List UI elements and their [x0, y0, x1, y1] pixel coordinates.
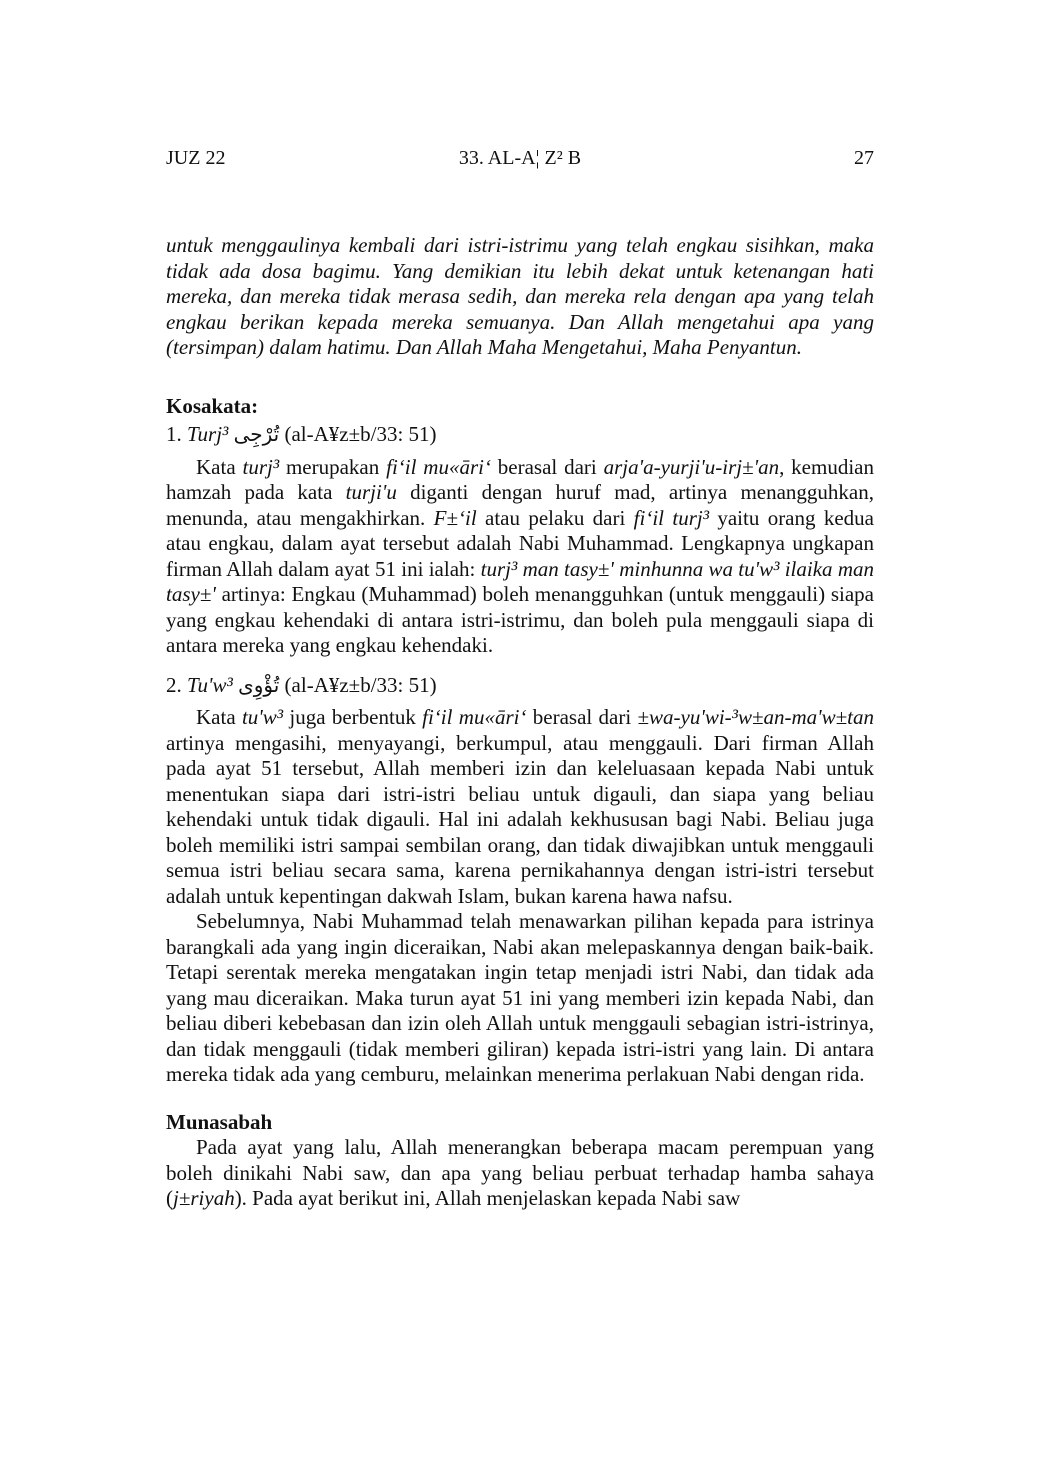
italic-term: fi‘il turj³ [633, 505, 709, 530]
kosakata-heading: Kosakata: [166, 393, 259, 418]
italic-term: j±riyah [173, 1186, 235, 1210]
vocab-explanation-1 [166, 455, 874, 659]
munasabah-heading: Munasabah [166, 1109, 273, 1134]
text-run: Pada ayat yang lalu, Allah menerangkan beberapa macam perempuan yang boleh dinikahi Nabi saw, dan apa yang beliau perbuat terhadap hamba sahaya ( [166, 1135, 874, 1210]
vocab-number: 2. [166, 672, 182, 697]
text-run: Kata [196, 454, 243, 479]
italic-term: turji'u [345, 480, 397, 504]
italic-term: F±‘il [433, 505, 477, 530]
translation-paragraph: untuk menggaulinya kembali dari istri-istrimu yang telah engkau sisihkan, maka tidak ada dosa bagimu. Yang demikian itu lebih dekat untuk ketenangan hati mereka, dan mereka tidak merasa sedih, dan mereka rela dengan apa yang telah engkau berikan kepada mereka semuanya. Dan Allah mengetahui apa yang (tersimpan) dalam hatimu. Dan Allah Maha Mengetahui, Maha Penyantun. [166, 233, 874, 359]
text-run: atau pelaku dari [476, 505, 634, 530]
text-run: diganti dengan huruf mad, artinya menangguhkan, menunda, atau mengakhirkan. [166, 480, 874, 530]
juz-label: JUZ 22 [166, 147, 226, 169]
vocab-entry-heading-1 [166, 422, 874, 448]
text-run: ). Pada ayat berikut ini, Allah menjelaskan kepada Nabi saw [234, 1186, 741, 1210]
vocab-explanation-2b: Sebelumnya, Nabi Muhammad telah menawarkan pilihan kepada para istrinya barangkali ada yang ingin diceraikan, Nabi akan melepaskannya dengan baik-baik. Tetapi serentak mereka mengatakan ingin tetap menjadi istri Nabi, dan tidak ada yang mau diceraikan. Maka turun ayat 51 ini yang memberi izin kepada Nabi, dan beliau diberi kebebasan dan izin oleh Allah untuk menggauli sebagian istri-istrinya, dan tidak menggauli (tidak memberi giliran) kepada istri-istri yang lain. Di antara mereka tidak ada yang cemburu, melainkan menerima perlakuan Nabi dengan rida. [166, 909, 874, 1086]
text-run: artinya: Engkau (Muhammad) boleh menangguhkan (untuk menggauli) siapa yang engkau kehendaki di antara istri-istrimu, dan boleh pula menggauli siapa di antara mereka yang engkau kehendaki. [166, 582, 874, 657]
italic-term: ±wa-yu'wi-³w±an-ma'w±tan [637, 705, 875, 729]
italic-term: turj³ man tasy±' minhunna wa tu'w³ ilaika man tasy±' [166, 556, 874, 606]
verse-reference: (al-A¥z±b/33: 51) [284, 422, 437, 446]
italic-term: turj³ [242, 454, 280, 479]
italic-term: tu'w³ [241, 705, 284, 729]
running-header [166, 145, 874, 175]
arabic-word: تُؤْوِى [238, 672, 280, 697]
text-run: , kemudian hamzah pada kata [166, 454, 874, 504]
text-run: berasal dari [526, 705, 638, 729]
text-run: yaitu orang kedua atau engkau, dalam ayat tersebut adalah Nabi Muhammad. Lengkapnya ungkapan firman Allah dalam ayat 51 ini ialah: [166, 505, 875, 581]
vocab-term: Turj³ [187, 422, 229, 446]
italic-term: fi‘il mu«āri‘ [386, 454, 491, 479]
vocab-number: 1. [166, 422, 182, 446]
text-run: Kata [196, 705, 242, 729]
vocab-term: Tu'w³ [187, 672, 233, 697]
italic-term: arja'a-yurji'u-irj±'an [603, 454, 780, 479]
arabic-word: تُرْجِى [233, 422, 280, 446]
text-run: juga berbentuk [283, 705, 423, 729]
text-run: berasal dari [490, 454, 604, 479]
page-number: 27 [854, 147, 874, 169]
page-body [166, 233, 874, 1212]
verse-reference: (al-A¥z±b/33: 51) [284, 672, 437, 697]
text-run: artinya mengasihi, menyayangi, berkumpul, atau menggauli. Dari firman Allah pada ayat 51 tersebut, Allah memberi izin dan keleluasaan kepada Nabi untuk menentukan siapa dari istri-istri beliau untuk digauli, dan siapa yang beliau kehendaki untuk tidak digauli. Hal ini adalah kekhususan bagi Nabi. Beliau juga boleh memiliki istri sampai sembilan orang, dan tidak diwajibkan untuk menggauli semua istri beliau secara sama, karena pernikahannya dengan istri-istri tersebut adalah untuk kepentingan dakwah Islam, bukan karena hawa nafsu. [166, 730, 874, 908]
munasabah-paragraph [166, 1135, 874, 1212]
italic-term: fi‘il mu«āri‘ [422, 705, 527, 729]
surah-title: 33. AL-A¦ Z² B [458, 147, 582, 169]
vocab-entry-heading-2 [166, 673, 874, 699]
text-run: merupakan [279, 454, 387, 479]
vocab-explanation-2 [166, 705, 874, 909]
